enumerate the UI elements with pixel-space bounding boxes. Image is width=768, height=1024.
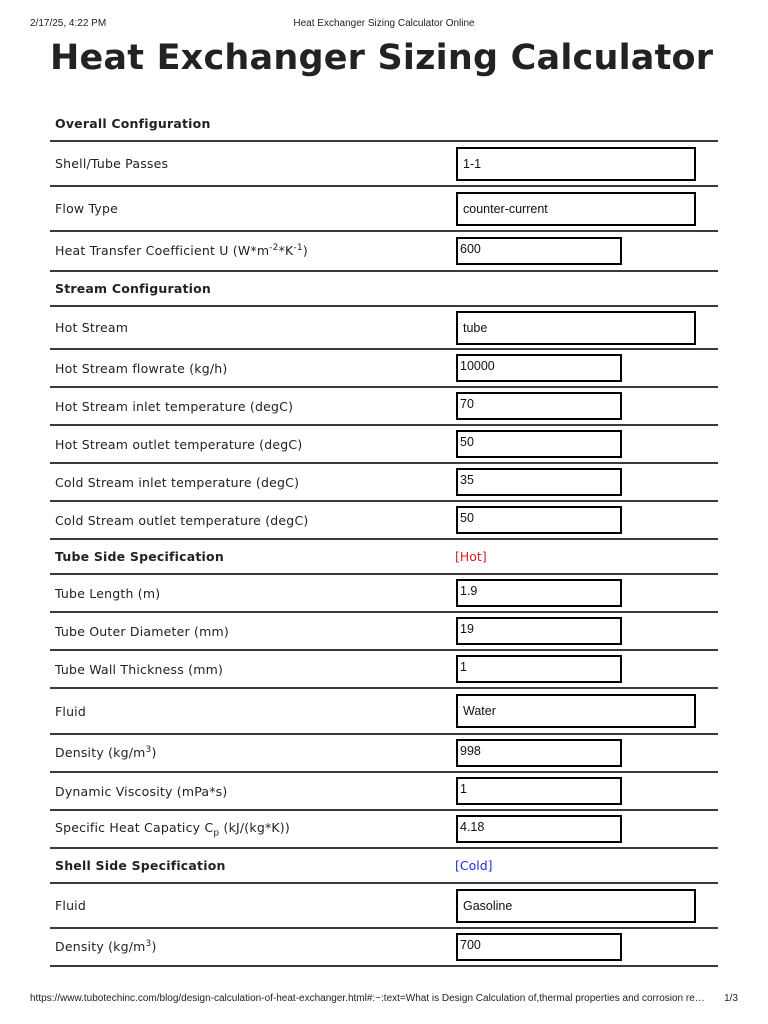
row-tube-outer-diameter <box>50 613 718 651</box>
calculator-form <box>50 106 718 967</box>
row-hot-flowrate <box>50 350 718 388</box>
shell-tube-passes-select[interactable]: 1-1 <box>456 147 696 181</box>
row-flow-type <box>50 187 718 232</box>
tube-fluid-select[interactable]: Water <box>456 694 696 728</box>
row-heat-transfer-coefficient <box>50 232 718 272</box>
field-label: Cold Stream inlet temperature (degC) <box>55 474 300 490</box>
field-label: Fluid <box>55 703 86 719</box>
row-tube-density <box>50 735 718 773</box>
flow-type-select[interactable]: counter-current <box>456 192 696 226</box>
shell-fluid-select[interactable]: Gasoline <box>456 889 696 923</box>
field-label: Tube Wall Thickness (mm) <box>55 661 224 677</box>
section-shell-side-specification <box>50 849 718 884</box>
field-label: Shell/Tube Passes <box>55 156 169 171</box>
field-label: Cold Stream outlet temperature (degC) <box>55 512 309 528</box>
tube-density-input[interactable]: 998 <box>456 739 622 767</box>
print-doc-title: Heat Exchanger Sizing Calculator Online <box>293 18 475 29</box>
row-tube-viscosity <box>50 773 718 811</box>
cold-outlet-temperature-input[interactable]: 50 <box>456 506 622 534</box>
cold-tag: [Cold] <box>455 858 493 873</box>
section-heading: Overall Configuration <box>55 115 211 131</box>
page-title: Heat Exchanger Sizing Calculator <box>50 38 714 78</box>
row-tube-wall-thickness <box>50 651 718 689</box>
tube-wall-thickness-input[interactable]: 1 <box>456 655 622 683</box>
print-header <box>30 18 738 32</box>
field-label: Hot Stream <box>55 320 129 335</box>
field-label: Heat Transfer Coefficient U $(W*m^{-2}*K^{-1})$ <box>55 243 308 259</box>
section-stream-configuration <box>50 272 718 307</box>
tube-viscosity-input[interactable]: 1 <box>456 777 622 805</box>
row-tube-fluid <box>50 689 718 735</box>
row-cold-outlet-temperature <box>50 502 718 540</box>
field-label: Specific Heat Capaticy $C_p$ (kJ/(kg*K)) <box>55 819 290 839</box>
tube-length-input[interactable]: 1.9 <box>456 579 622 607</box>
heat-transfer-coefficient-input[interactable]: 600 <box>456 237 622 265</box>
hot-outlet-temperature-input[interactable]: 50 <box>456 430 622 458</box>
row-hot-outlet-temperature <box>50 426 718 464</box>
field-label: Hot Stream outlet temperature (degC) <box>55 436 303 452</box>
hot-inlet-temperature-input[interactable]: 70 <box>456 392 622 420</box>
print-url: https://www.tubotechinc.com/blog/design-calculation-of-heat-exchanger.html#:~:text=What is Design Calculation of,thermal properties and corrosion re… <box>30 993 705 1004</box>
field-label: Hot Stream flowrate (kg/h) <box>55 360 228 376</box>
field-label: Density $(kg/m^3)$ <box>55 745 157 761</box>
row-shell-fluid <box>50 884 718 929</box>
section-tube-side-specification <box>50 540 718 575</box>
field-label: Tube Outer Diameter (mm) <box>55 623 229 639</box>
row-hot-inlet-temperature <box>50 388 718 426</box>
hot-tag: [Hot] <box>455 549 487 564</box>
row-shell-tube-passes <box>50 142 718 187</box>
row-tube-length <box>50 575 718 613</box>
print-footer <box>30 993 738 1007</box>
field-label: Hot Stream inlet temperature (degC) <box>55 398 294 414</box>
hot-stream-select[interactable]: tube <box>456 311 696 345</box>
field-label: Density $(kg/m^3)$ <box>55 939 157 955</box>
row-cold-inlet-temperature <box>50 464 718 502</box>
field-label: Fluid <box>55 898 86 913</box>
hot-flowrate-input[interactable]: 10000 <box>456 354 622 382</box>
print-page-number: 1/3 <box>724 993 738 1004</box>
tube-specific-heat-input[interactable]: 4.18 <box>456 815 622 843</box>
field-label: Tube Length (m) <box>55 585 161 601</box>
field-label: Flow Type <box>55 201 119 216</box>
tube-outer-diameter-input[interactable]: 19 <box>456 617 622 645</box>
section-overall-configuration <box>50 106 718 142</box>
row-shell-density <box>50 929 718 967</box>
section-heading: Shell Side Specification <box>55 858 226 873</box>
row-tube-specific-heat <box>50 811 718 849</box>
cold-inlet-temperature-input[interactable]: 35 <box>456 468 622 496</box>
print-datetime: 2/17/25, 4:22 PM <box>30 18 107 29</box>
section-heading: Tube Side Specification <box>55 549 224 564</box>
field-label: Dynamic Viscosity (mPa*s) <box>55 783 228 799</box>
row-hot-stream <box>50 307 718 350</box>
section-heading: Stream Configuration <box>55 281 212 296</box>
shell-density-input[interactable]: 700 <box>456 933 622 961</box>
